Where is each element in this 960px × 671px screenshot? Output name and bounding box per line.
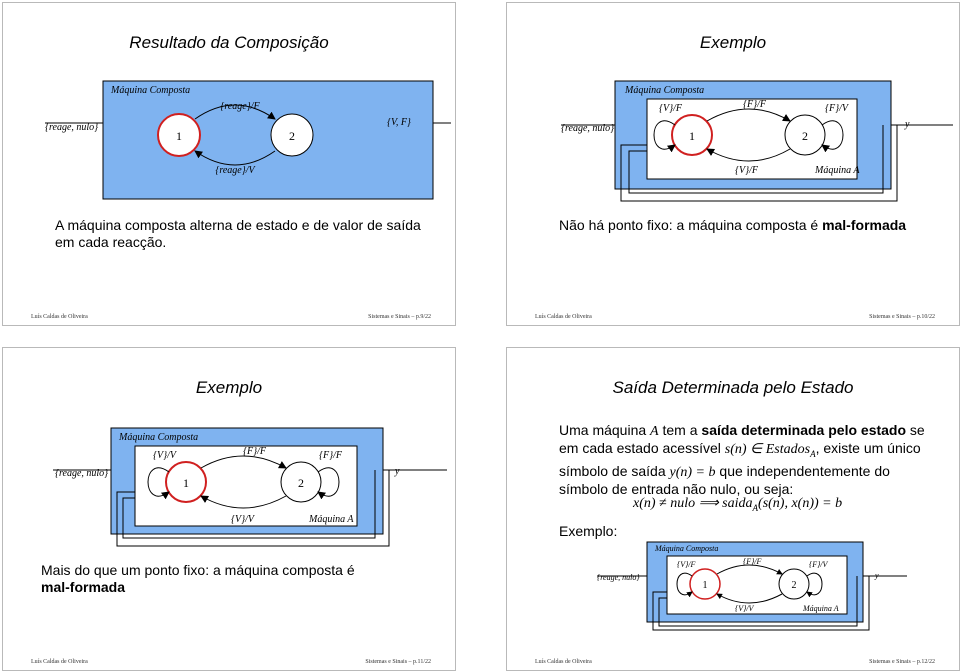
svg-text:{F}/F: {F}/F	[743, 557, 762, 566]
output-label: {V, F}	[387, 117, 411, 128]
composed-machine-diagram	[3, 422, 455, 562]
svg-text:{V}/V: {V}/V	[231, 514, 254, 525]
footer-page: Sistemas e Sinais – p.9/22	[368, 314, 431, 320]
slide-title: Exemplo	[195, 378, 263, 397]
footer-author: Luís Caldas de Oliveira	[535, 314, 592, 320]
slide-title: Saída Determinada pelo Estado	[612, 378, 854, 397]
output-label: y	[395, 466, 400, 477]
svg-text:{F}/V: {F}/V	[809, 560, 828, 569]
footer-page: Sistemas e Sinais – p.12/22	[869, 659, 935, 665]
svg-text:2: 2	[802, 129, 808, 143]
svg-text:2: 2	[289, 129, 295, 143]
input-label: {reage, nulo}	[597, 573, 640, 582]
top-transition-label: {reage}/F	[220, 101, 260, 112]
footer-author: Luís Caldas de Oliveira	[31, 659, 88, 665]
svg-text:1: 1	[176, 129, 182, 143]
svg-text:{F}/F: {F}/F	[319, 450, 342, 461]
machine-a-label: Máquina A	[803, 604, 839, 613]
svg-text:{V}/F: {V}/F	[677, 560, 696, 569]
machine-a-label: Máquina A	[309, 514, 354, 525]
input-label: {reage, nulo}	[45, 122, 99, 133]
footer-author: Luís Caldas de Oliveira	[535, 659, 592, 665]
footer-author: Luís Caldas de Oliveira	[31, 314, 88, 320]
machine-a-label: Máquina A	[815, 165, 860, 176]
definition-text: Uma máquina A tem a saída determinada pelo estado se em cada estado acessível s(n) ∈ Estados$_A$, existe um único símbolo de saída y(n) = b que independentemente do símbolo de entrada não nulo, ou seja:	[559, 422, 925, 497]
svg-text:{F}/F: {F}/F	[243, 446, 266, 457]
bottom-transition-label: {reage}/V	[215, 165, 255, 176]
composed-machine-diagram	[507, 540, 959, 636]
svg-text:2: 2	[298, 476, 304, 490]
slide-text: Não há ponto fixo: a máquina composta é mal-formada	[559, 217, 907, 233]
slide-10	[506, 2, 960, 326]
slide-11	[2, 347, 456, 671]
machine-box	[103, 81, 433, 199]
machine-label: Máquina Composta	[625, 85, 705, 96]
slide-12	[506, 347, 960, 671]
svg-text:{F}/V: {F}/V	[825, 103, 848, 114]
slide-9	[2, 2, 456, 326]
svg-text:1: 1	[702, 580, 708, 591]
slide-text: Mais do que um ponto fixo: a máquina composta é mal-formada	[41, 562, 355, 595]
output-label: y	[905, 119, 910, 130]
example-label: Exemplo:	[559, 523, 618, 539]
machine-label: Máquina Composta	[655, 544, 719, 553]
composed-machine-diagram	[507, 75, 959, 215]
input-label: {reage, nulo}	[55, 468, 109, 479]
formula: x(n) ≠ nulo ⟹ saida$_A$(s(n), x(n)) = b	[633, 496, 843, 513]
svg-text:1: 1	[183, 476, 189, 490]
svg-text:1: 1	[689, 129, 695, 143]
input-label: {reage, nulo}	[561, 123, 615, 134]
slide-title: Exemplo	[699, 33, 767, 52]
machine-label: Máquina Composta	[111, 85, 191, 96]
machine-label: Máquina Composta	[119, 432, 199, 443]
slide-text: A máquina composta alterna de estado e de valor de saída em cada reacção.	[55, 217, 421, 250]
svg-text:{V}/F: {V}/F	[735, 165, 758, 176]
svg-text:{F}/F: {F}/F	[743, 99, 766, 110]
svg-text:{V}/F: {V}/F	[659, 103, 682, 114]
footer-page: Sistemas e Sinais – p.11/22	[365, 659, 431, 665]
slide-title: Resultado da Composição	[129, 33, 329, 52]
svg-text:{V}/V: {V}/V	[735, 604, 754, 613]
footer-page: Sistemas e Sinais – p.10/22	[869, 314, 935, 320]
svg-text:{V}/V: {V}/V	[153, 450, 176, 461]
composed-machine-diagram	[3, 75, 455, 205]
output-label: y	[875, 571, 879, 580]
svg-text:2: 2	[791, 580, 797, 591]
